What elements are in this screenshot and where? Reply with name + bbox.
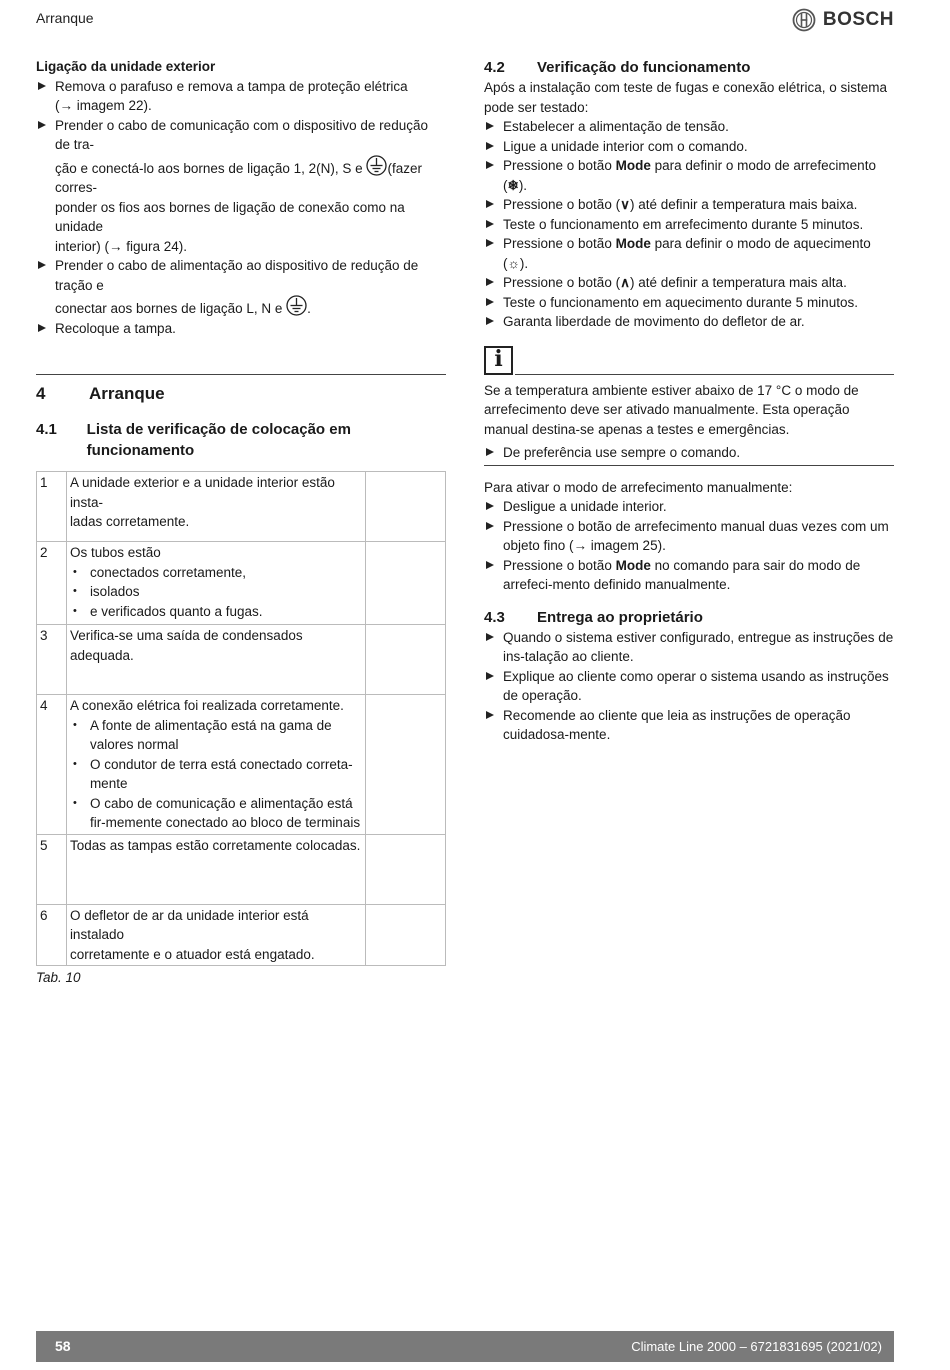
subsection-heading-4-3: 4.3 Entrega ao proprietário [484,608,703,626]
section-divider [36,374,446,375]
checklist-table [36,471,446,966]
step-replace-cover: Recoloque a tampa. [36,319,446,339]
left-column [36,57,446,988]
step-remove-cover: Remova o parafuso e remova a tampa de proteção elétrica (→ imagem 22). [36,77,446,116]
info-divider [484,465,894,466]
function-check-steps [484,117,894,332]
list-item: Desligue a unidade interior. [484,497,894,517]
list-item: Garanta liberdade de movimento do defletor de ar. [484,312,894,332]
connection-steps [36,77,446,339]
check-cell [366,834,446,904]
table-row: 2 Os tubos estão • conectados corretamente, • isolados • e verificados quanto a fugas. [37,542,446,625]
table-row: 4 A conexão elétrica foi realizada corretamente. • A fonte de alimentação está na gama de valores normal • O condutor de terra está conectado correta-mente • O cabo de comunicação e alimentação está fir-memente conectado ao bloco de terminais [37,695,446,835]
list-item: Ligue a unidade interior com o comando. [484,137,894,157]
info-icon: i [484,346,513,375]
function-check-intro: Após a instalação com teste de fugas e conexão elétrica, o sistema pode ser testado: [484,80,887,115]
step-communication-cable: Prender o cabo de comunicação com o dispositivo de redução de tra- ção e conectá-lo aos bornes de ligação 1, 2(N), S e (fazer corres- ponder os fios aos bornes de ligação de conexão como na unidade interior) (→ figura 24). [36,116,446,257]
bosch-logo [792,8,894,32]
list-item: Recomende ao cliente que leia as instruções de operação cuidadosa-mente. [484,706,894,745]
table-row: 5 Todas as tampas estão corretamente colocadas. [37,834,446,904]
document-reference: Climate Line 2000 – 6721831695 (2021/02) [631,1338,882,1354]
info-text: Se a temperatura ambiente estiver abaixo de 17 °C o modo de arrefecimento deve ser ativado manualmente. Esta operação manual destina-se apenas a testes e emergências. [484,382,859,437]
list-item: Teste o funcionamento em arrefecimento durante 5 minutos. [484,215,894,235]
ground-icon [366,155,387,176]
subsection-heading: 4.1 Lista de verificação de colocação em funcionamento [36,421,351,459]
table-row: 1 A unidade exterior e a unidade interior estão insta- ladas corretamente. [37,472,446,542]
check-cell [366,695,446,835]
table-caption: Tab. 10 [36,970,81,985]
list-item: Pressione o botão de arrefecimento manual duas vezes com um objeto fino (→ imagem 25). [484,517,894,556]
manual-steps [484,497,894,595]
list-item: Quando o sistema estiver configurado, entregue as instruções de ins-talação ao cliente. [484,628,894,667]
info-notice [484,346,894,375]
page-footer [36,1331,894,1362]
list-item: Pressione o botão Mode para definir o modo de arrefecimento (❄). [484,156,894,195]
manual-intro: Para ativar o modo de arrefecimento manualmente: [484,479,793,495]
list-item: Pressione o botão Mode para definir o modo de aquecimento (☼). [484,234,894,273]
check-cell [366,625,446,695]
list-item: Pressione o botão (∨) até definir a temperatura mais baixa. [484,195,894,215]
info-step: De preferência use sempre o comando. [484,443,894,463]
subsection-heading-4-2: 4.2 Verificação do funcionamento [484,59,751,76]
snowflake-icon: ❄ [507,177,519,193]
handover-steps [484,628,894,745]
page-number: 58 [55,1337,71,1354]
list-item: Explique ao cliente como operar o sistema usando as instruções de operação. [484,667,894,706]
step-power-cable: Prender o cabo de alimentação ao dispositivo de redução de tração e conectar aos bornes de ligação L, N e . [36,256,446,319]
list-item: Estabelecer a alimentação de tensão. [484,117,894,137]
list-item: Pressione o botão (∧) até definir a temperatura mais alta. [484,273,894,293]
ground-icon [286,295,307,316]
list-item: Teste o funcionamento em aquecimento durante 5 minutos. [484,293,894,313]
bosch-armature-icon [792,8,816,32]
connection-title: Ligação da unidade exterior [36,59,216,74]
section-heading: 4 Arranque [36,384,165,403]
right-column [484,57,894,745]
brand-wordmark: BOSCH [822,9,894,31]
check-cell [366,542,446,625]
table-row: 3 Verifica-se uma saída de condensados adequada. [37,625,446,695]
sun-icon: ☼ [507,255,520,271]
chevron-up-icon: ∧ [620,275,630,290]
table-row: 6 O defletor de ar da unidade interior está instalado corretamente e o atuador está engatado. [37,904,446,966]
list-item: Pressione o botão Mode no comando para sair do modo de arrefeci-mento definido manualmente. [484,556,894,595]
check-cell [366,904,446,966]
running-header: Arranque [36,10,94,26]
chevron-down-icon: ∨ [620,197,630,212]
check-cell [366,472,446,542]
